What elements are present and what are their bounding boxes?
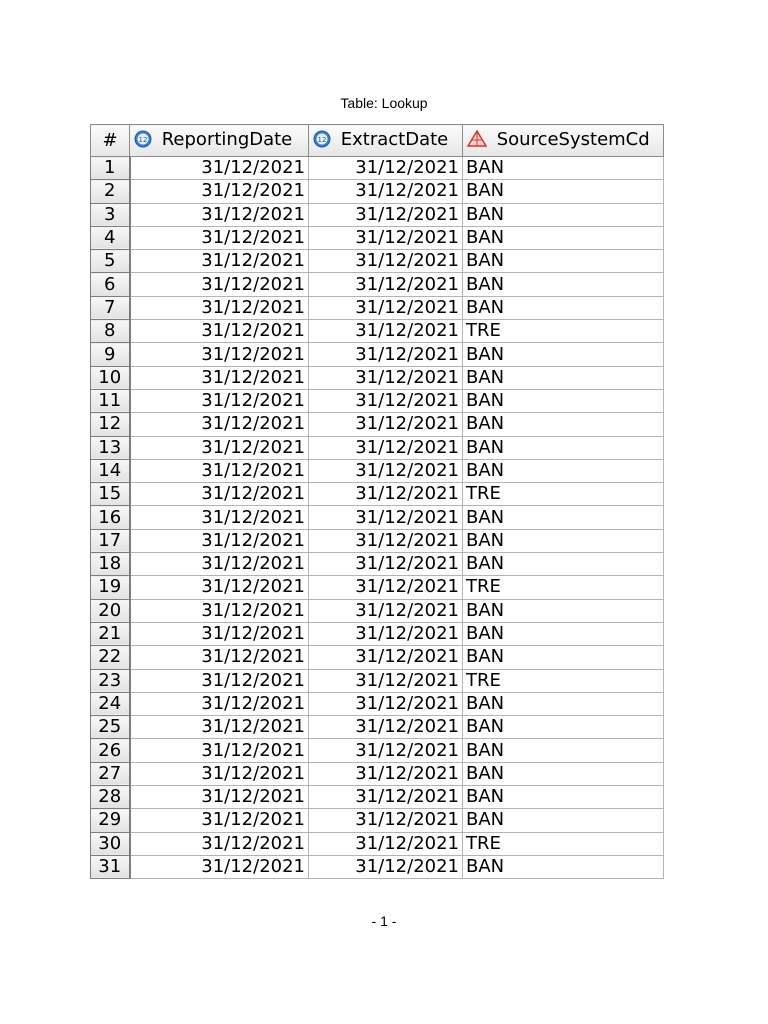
table-row[interactable] bbox=[91, 413, 664, 436]
row-number-cell[interactable]: 3 bbox=[91, 203, 130, 226]
source-system-cd-cell[interactable]: BAN bbox=[463, 343, 664, 366]
extract-date-cell[interactable]: 31/12/2021 bbox=[309, 203, 463, 226]
page-number: - 1 - bbox=[371, 913, 397, 929]
table-row[interactable] bbox=[91, 459, 664, 482]
table-row[interactable] bbox=[91, 739, 664, 762]
row-number-cell[interactable]: 20 bbox=[91, 599, 130, 622]
table-row[interactable] bbox=[91, 157, 664, 180]
table-row[interactable] bbox=[91, 436, 664, 459]
reporting-date-cell[interactable]: 31/12/2021 bbox=[130, 273, 309, 296]
table-row[interactable] bbox=[91, 483, 664, 506]
table-row[interactable] bbox=[91, 343, 664, 366]
extract-date-cell[interactable]: 31/12/2021 bbox=[309, 576, 463, 599]
table-row[interactable] bbox=[91, 809, 664, 832]
source-system-cd-cell[interactable]: BAN bbox=[463, 226, 664, 249]
table-row[interactable] bbox=[91, 855, 664, 878]
source-system-cd-cell[interactable]: BAN bbox=[463, 366, 664, 389]
header-row bbox=[91, 125, 664, 157]
row-number-cell[interactable]: 24 bbox=[91, 692, 130, 715]
row-number-cell[interactable]: 16 bbox=[91, 506, 130, 529]
source-system-cd-cell[interactable]: BAN bbox=[463, 855, 664, 878]
row-number-cell[interactable]: 1 bbox=[91, 157, 130, 180]
reporting-date-cell[interactable]: 31/12/2021 bbox=[130, 250, 309, 273]
source-system-cd-cell[interactable]: BAN bbox=[463, 622, 664, 645]
reporting-date-cell[interactable]: 31/12/2021 bbox=[130, 203, 309, 226]
table-row[interactable] bbox=[91, 576, 664, 599]
row-number-cell[interactable]: 30 bbox=[91, 832, 130, 855]
source-system-cd-cell[interactable]: BAN bbox=[463, 250, 664, 273]
row-number-cell[interactable]: 22 bbox=[91, 646, 130, 669]
extract-date-cell[interactable]: 31/12/2021 bbox=[309, 529, 463, 552]
source-system-cd-cell[interactable]: BAN bbox=[463, 459, 664, 482]
source-system-cd-cell[interactable]: BAN bbox=[463, 436, 664, 459]
source-system-cd-cell[interactable]: BAN bbox=[463, 389, 664, 412]
row-number-cell[interactable]: 28 bbox=[91, 786, 130, 809]
extract-date-cell[interactable]: 31/12/2021 bbox=[309, 436, 463, 459]
extract-date-cell[interactable]: 31/12/2021 bbox=[309, 855, 463, 878]
extract-date-cell[interactable]: 31/12/2021 bbox=[309, 180, 463, 203]
source-system-cd-cell[interactable]: BAN bbox=[463, 809, 664, 832]
row-number-cell[interactable]: 21 bbox=[91, 622, 130, 645]
reporting-date-cell[interactable]: 31/12/2021 bbox=[130, 296, 309, 319]
svg-text:12: 12 bbox=[317, 135, 327, 144]
row-number-cell[interactable]: 23 bbox=[91, 669, 130, 692]
source-system-cd-cell[interactable]: BAN bbox=[463, 786, 664, 809]
reporting-date-cell[interactable]: 31/12/2021 bbox=[130, 553, 309, 576]
row-number-cell[interactable]: 8 bbox=[91, 320, 130, 343]
table-row[interactable] bbox=[91, 716, 664, 739]
row-number-cell[interactable]: 12 bbox=[91, 413, 130, 436]
extract-date-cell[interactable]: 31/12/2021 bbox=[309, 762, 463, 785]
table-row[interactable] bbox=[91, 320, 664, 343]
extract-date-cell[interactable]: 31/12/2021 bbox=[309, 739, 463, 762]
date-type-icon bbox=[134, 130, 152, 153]
reporting-date-cell[interactable]: 31/12/2021 bbox=[130, 180, 309, 203]
source-system-cd-cell[interactable]: BAN bbox=[463, 506, 664, 529]
source-system-cd-cell[interactable]: BAN bbox=[463, 553, 664, 576]
source-system-cd-cell[interactable]: BAN bbox=[463, 716, 664, 739]
row-number-cell[interactable]: 4 bbox=[91, 226, 130, 249]
reporting-date-cell[interactable]: 31/12/2021 bbox=[130, 483, 309, 506]
extract-date-cell[interactable]: 31/12/2021 bbox=[309, 157, 463, 180]
source-system-cd-cell[interactable]: BAN bbox=[463, 529, 664, 552]
column-header-label: ExtractDate bbox=[340, 128, 449, 150]
source-system-cd-cell[interactable]: TRE bbox=[463, 483, 664, 506]
extract-date-cell[interactable]: 31/12/2021 bbox=[309, 366, 463, 389]
table-row[interactable] bbox=[91, 622, 664, 645]
source-system-cd-cell[interactable]: BAN bbox=[463, 180, 664, 203]
source-system-cd-cell[interactable]: TRE bbox=[463, 669, 664, 692]
reporting-date-cell[interactable]: 31/12/2021 bbox=[130, 226, 309, 249]
extract-date-cell[interactable]: 31/12/2021 bbox=[309, 506, 463, 529]
extract-date-cell[interactable]: 31/12/2021 bbox=[309, 553, 463, 576]
table-row[interactable] bbox=[91, 529, 664, 552]
source-system-cd-cell[interactable]: BAN bbox=[463, 203, 664, 226]
table-row[interactable] bbox=[91, 203, 664, 226]
extract-date-cell[interactable]: 31/12/2021 bbox=[309, 832, 463, 855]
extract-date-cell[interactable]: 31/12/2021 bbox=[309, 669, 463, 692]
row-number-cell[interactable]: 6 bbox=[91, 273, 130, 296]
lookup-table bbox=[90, 124, 664, 879]
row-number-cell[interactable]: 25 bbox=[91, 716, 130, 739]
source-system-cd-cell[interactable]: BAN bbox=[463, 646, 664, 669]
extract-date-cell[interactable]: 31/12/2021 bbox=[309, 786, 463, 809]
source-system-cd-cell[interactable]: BAN bbox=[463, 273, 664, 296]
table-row[interactable] bbox=[91, 273, 664, 296]
row-number-cell[interactable]: 27 bbox=[91, 762, 130, 785]
reporting-date-cell[interactable]: 31/12/2021 bbox=[130, 389, 309, 412]
row-number-cell[interactable]: 26 bbox=[91, 739, 130, 762]
table-caption: Table: Lookup bbox=[340, 95, 428, 111]
extract-date-cell[interactable]: 31/12/2021 bbox=[309, 343, 463, 366]
table-row[interactable] bbox=[91, 762, 664, 785]
extract-date-cell[interactable]: 31/12/2021 bbox=[309, 459, 463, 482]
reporting-date-cell[interactable]: 31/12/2021 bbox=[130, 716, 309, 739]
table-row[interactable] bbox=[91, 669, 664, 692]
column-header-label: SourceSystemCd bbox=[496, 128, 650, 150]
table-row[interactable] bbox=[91, 366, 664, 389]
table-row[interactable] bbox=[91, 296, 664, 319]
source-system-cd-cell[interactable]: BAN bbox=[463, 762, 664, 785]
extract-date-cell[interactable]: 31/12/2021 bbox=[309, 320, 463, 343]
row-number-cell[interactable]: 13 bbox=[91, 436, 130, 459]
source-system-cd-cell[interactable]: BAN bbox=[463, 599, 664, 622]
date-type-icon bbox=[313, 130, 331, 153]
column-header-row-number[interactable] bbox=[91, 125, 130, 157]
row-number-cell[interactable]: 17 bbox=[91, 529, 130, 552]
extract-date-cell[interactable]: 31/12/2021 bbox=[309, 483, 463, 506]
table-row[interactable] bbox=[91, 832, 664, 855]
row-number-cell[interactable]: 11 bbox=[91, 389, 130, 412]
table-row[interactable] bbox=[91, 180, 664, 203]
row-number-cell[interactable]: 7 bbox=[91, 296, 130, 319]
reporting-date-cell[interactable]: 31/12/2021 bbox=[130, 855, 309, 878]
table-row[interactable] bbox=[91, 786, 664, 809]
reporting-date-cell[interactable]: 31/12/2021 bbox=[130, 576, 309, 599]
reporting-date-cell[interactable]: 31/12/2021 bbox=[130, 506, 309, 529]
row-number-cell[interactable]: 5 bbox=[91, 250, 130, 273]
row-number-cell[interactable]: 19 bbox=[91, 576, 130, 599]
source-system-cd-cell[interactable]: TRE bbox=[463, 320, 664, 343]
svg-text:12: 12 bbox=[138, 135, 148, 144]
reporting-date-cell[interactable]: 31/12/2021 bbox=[130, 809, 309, 832]
extract-date-cell[interactable]: 31/12/2021 bbox=[309, 413, 463, 436]
source-system-cd-cell[interactable]: BAN bbox=[463, 739, 664, 762]
reporting-date-cell[interactable]: 31/12/2021 bbox=[130, 832, 309, 855]
source-system-cd-cell[interactable]: BAN bbox=[463, 692, 664, 715]
table-row[interactable] bbox=[91, 389, 664, 412]
extract-date-cell[interactable]: 31/12/2021 bbox=[309, 716, 463, 739]
column-header-reporting-date[interactable] bbox=[130, 125, 309, 157]
extract-date-cell[interactable]: 31/12/2021 bbox=[309, 646, 463, 669]
extract-date-cell[interactable]: 31/12/2021 bbox=[309, 226, 463, 249]
table-body bbox=[91, 157, 664, 879]
extract-date-cell[interactable]: 31/12/2021 bbox=[309, 809, 463, 832]
reporting-date-cell[interactable]: 31/12/2021 bbox=[130, 320, 309, 343]
reporting-date-cell[interactable]: 31/12/2021 bbox=[130, 459, 309, 482]
row-number-cell[interactable]: 31 bbox=[91, 855, 130, 878]
row-number-cell[interactable]: 14 bbox=[91, 459, 130, 482]
row-number-cell[interactable]: 29 bbox=[91, 809, 130, 832]
reporting-date-cell[interactable]: 31/12/2021 bbox=[130, 436, 309, 459]
row-number-cell[interactable]: 2 bbox=[91, 180, 130, 203]
reporting-date-cell[interactable]: 31/12/2021 bbox=[130, 413, 309, 436]
source-system-cd-cell[interactable]: TRE bbox=[463, 576, 664, 599]
reporting-date-cell[interactable]: 31/12/2021 bbox=[130, 692, 309, 715]
row-number-cell[interactable]: 15 bbox=[91, 483, 130, 506]
table-row[interactable] bbox=[91, 506, 664, 529]
source-system-cd-cell[interactable]: BAN bbox=[463, 157, 664, 180]
reporting-date-cell[interactable]: 31/12/2021 bbox=[130, 366, 309, 389]
reporting-date-cell[interactable]: 31/12/2021 bbox=[130, 739, 309, 762]
extract-date-cell[interactable]: 31/12/2021 bbox=[309, 273, 463, 296]
reporting-date-cell[interactable]: 31/12/2021 bbox=[130, 762, 309, 785]
table-row[interactable] bbox=[91, 553, 664, 576]
row-number-cell[interactable]: 9 bbox=[91, 343, 130, 366]
reporting-date-cell[interactable]: 31/12/2021 bbox=[130, 669, 309, 692]
table-row[interactable] bbox=[91, 226, 664, 249]
reporting-date-cell[interactable]: 31/12/2021 bbox=[130, 157, 309, 180]
extract-date-cell[interactable]: 31/12/2021 bbox=[309, 692, 463, 715]
extract-date-cell[interactable]: 31/12/2021 bbox=[309, 250, 463, 273]
reporting-date-cell[interactable]: 31/12/2021 bbox=[130, 646, 309, 669]
source-system-cd-cell[interactable]: BAN bbox=[463, 296, 664, 319]
table-row[interactable] bbox=[91, 692, 664, 715]
table-row[interactable] bbox=[91, 599, 664, 622]
row-number-cell[interactable]: 18 bbox=[91, 553, 130, 576]
reporting-date-cell[interactable]: 31/12/2021 bbox=[130, 343, 309, 366]
reporting-date-cell[interactable]: 31/12/2021 bbox=[130, 599, 309, 622]
column-header-label: # bbox=[102, 130, 118, 151]
table-row[interactable] bbox=[91, 250, 664, 273]
text-type-icon bbox=[467, 130, 487, 153]
column-header-extract-date[interactable] bbox=[309, 125, 463, 157]
extract-date-cell[interactable]: 31/12/2021 bbox=[309, 389, 463, 412]
reporting-date-cell[interactable]: 31/12/2021 bbox=[130, 786, 309, 809]
source-system-cd-cell[interactable]: BAN bbox=[463, 413, 664, 436]
row-number-cell[interactable]: 10 bbox=[91, 366, 130, 389]
extract-date-cell[interactable]: 31/12/2021 bbox=[309, 599, 463, 622]
table-row[interactable] bbox=[91, 646, 664, 669]
reporting-date-cell[interactable]: 31/12/2021 bbox=[130, 529, 309, 552]
column-header-label: ReportingDate bbox=[161, 128, 293, 150]
source-system-cd-cell[interactable]: TRE bbox=[463, 832, 664, 855]
extract-date-cell[interactable]: 31/12/2021 bbox=[309, 296, 463, 319]
extract-date-cell[interactable]: 31/12/2021 bbox=[309, 622, 463, 645]
reporting-date-cell[interactable]: 31/12/2021 bbox=[130, 622, 309, 645]
column-header-source-system-cd[interactable] bbox=[463, 125, 664, 157]
